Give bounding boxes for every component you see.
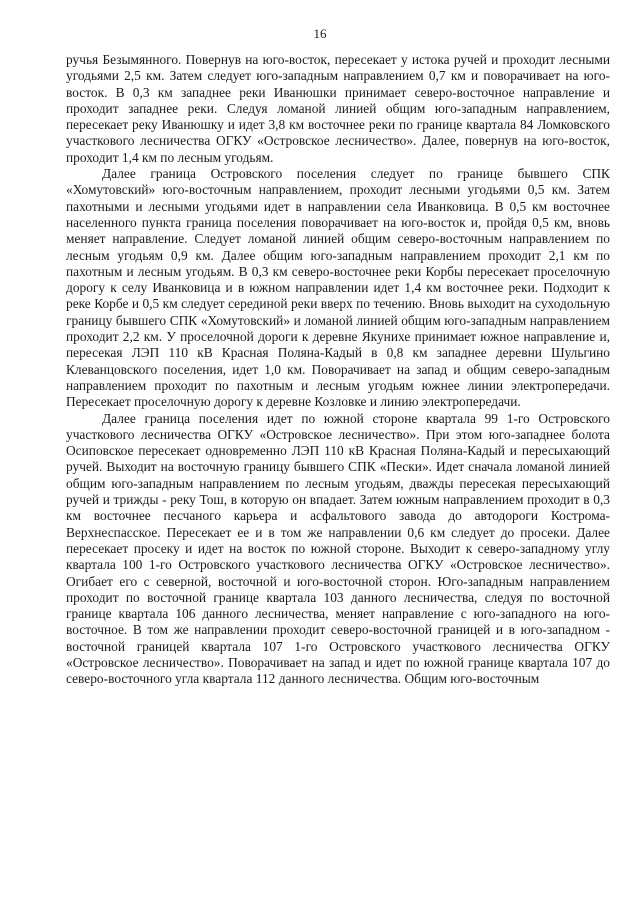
paragraph-3: Далее граница поселения идет по южной стороне квартала 99 1-го Островского участкового лесничества ОГКУ «Островское лесничество». При этом юго-западнее болота Осиповское пересекает одновременно ЛЭП 110 кВ Красная Поляна-Кадый и пересыхающий ручей. Выходит на восточную границу бывшего СПК «Пески». Идет сначала ломаной линией общим юго-западным направлением по лесным угодьям, дважды пересекая пересыхающий ручей и трижды - реку Тош, в которую он впадает. Затем южным направлением проходит в 0,3 км восточнее песчаного карьера и асфальтового завода до автодороги Кострома-Верхнеспасское. Пересекает ее и в том же направлении 0,6 км следует до просеки. Далее пересекает просеку и идет на восток по южной стороне. Выходит к северо-западному углу квартала 100 1-го Островского участкового лесничества ОГКУ «Островское лесничество». Огибает его с северной, восточной и юго-восточной сторон. Юго-западным направлением проходит по восточной границе квартала 103 данного лесничества, следуя по восточной границе квартала 106 данного лесничества, меняет направление с юго-западного на юго-восточное. В том же направлении проходит северо-восточной границей и в юго-западном - восточной границей квартала 107 1-го Островского участкового лесничества ОГКУ «Островское лесничество». Поворачивает на запад и идет по южной границе квартала 107 до северо-восточного угла квартала 112 данного лесничества. Общим юго-восточным xyxy=(66,410,610,687)
document-body xyxy=(66,52,610,688)
paragraph-2: Далее граница Островского поселения следует по границе бывшего СПК «Хомутовский» юго-восточным направлением, проходит лесными угодьями 0,5 км. Затем пахотными и лесными угодьями идет в направлении села Иванковица. В 0,5 км восточнее населенного пункта граница поселения поворачивает на юго-восток и, пройдя 0,5 км, вновь меняет направление. Следует ломаной линией общим северо-восточным направлением по лесным угодьям 0,9 км. Далее общим юго-западным направлением проходит 2,1 км по пахотным и лесным угодьям. В 0,3 км северо-восточнее реки Корбы пересекает проселочную дорогу к селу Иванковица и в южном направлении идет 1,4 км восточнее реки. Подходит к реке Корбе и 0,5 км следует серединой реки вверх по течению. Вновь выходит на суходольную границу бывшего СПК «Хомутовский» и ломаной линией общим юго-западным направлением проходит 2,2 км. У проселочной дороги к деревне Якунихе принимает южное направление и, пересекая ЛЭП 110 кВ Красная Поляна-Кадый в 0,8 км западнее деревни Шульгино Клеванцовского поселения, идет 1,0 км. Поворачивает на запад и общим северо-западным направлением проходит по пахотным и лесным угодьям южнее линии электропередачи. Пересекает проселочную дорогу к деревне Козловке и линию электропередачи. xyxy=(66,166,610,410)
page-number: 16 xyxy=(313,26,327,41)
paragraph-1: ручья Безымянного. Повернув на юго-восток, пересекает у истока ручей и проходит лесными угодьями 2,5 км. Затем следует юго-западным направлением 0,7 км и поворачивает на юго-восток. В 0,3 км западнее реки Иванюшки принимает северо-восточное направление и проходит западнее реки. Следуя ломаной линией общим юго-западным направлением, пересекает реку Иванюшку и идет 3,8 км восточнее реки по границе квартала 84 Ломковского участкового лесничества ОГКУ «Островское лесничество». Далее, повернув на юго-восток, проходит 1,4 км по лесным угодьям. xyxy=(66,52,610,165)
